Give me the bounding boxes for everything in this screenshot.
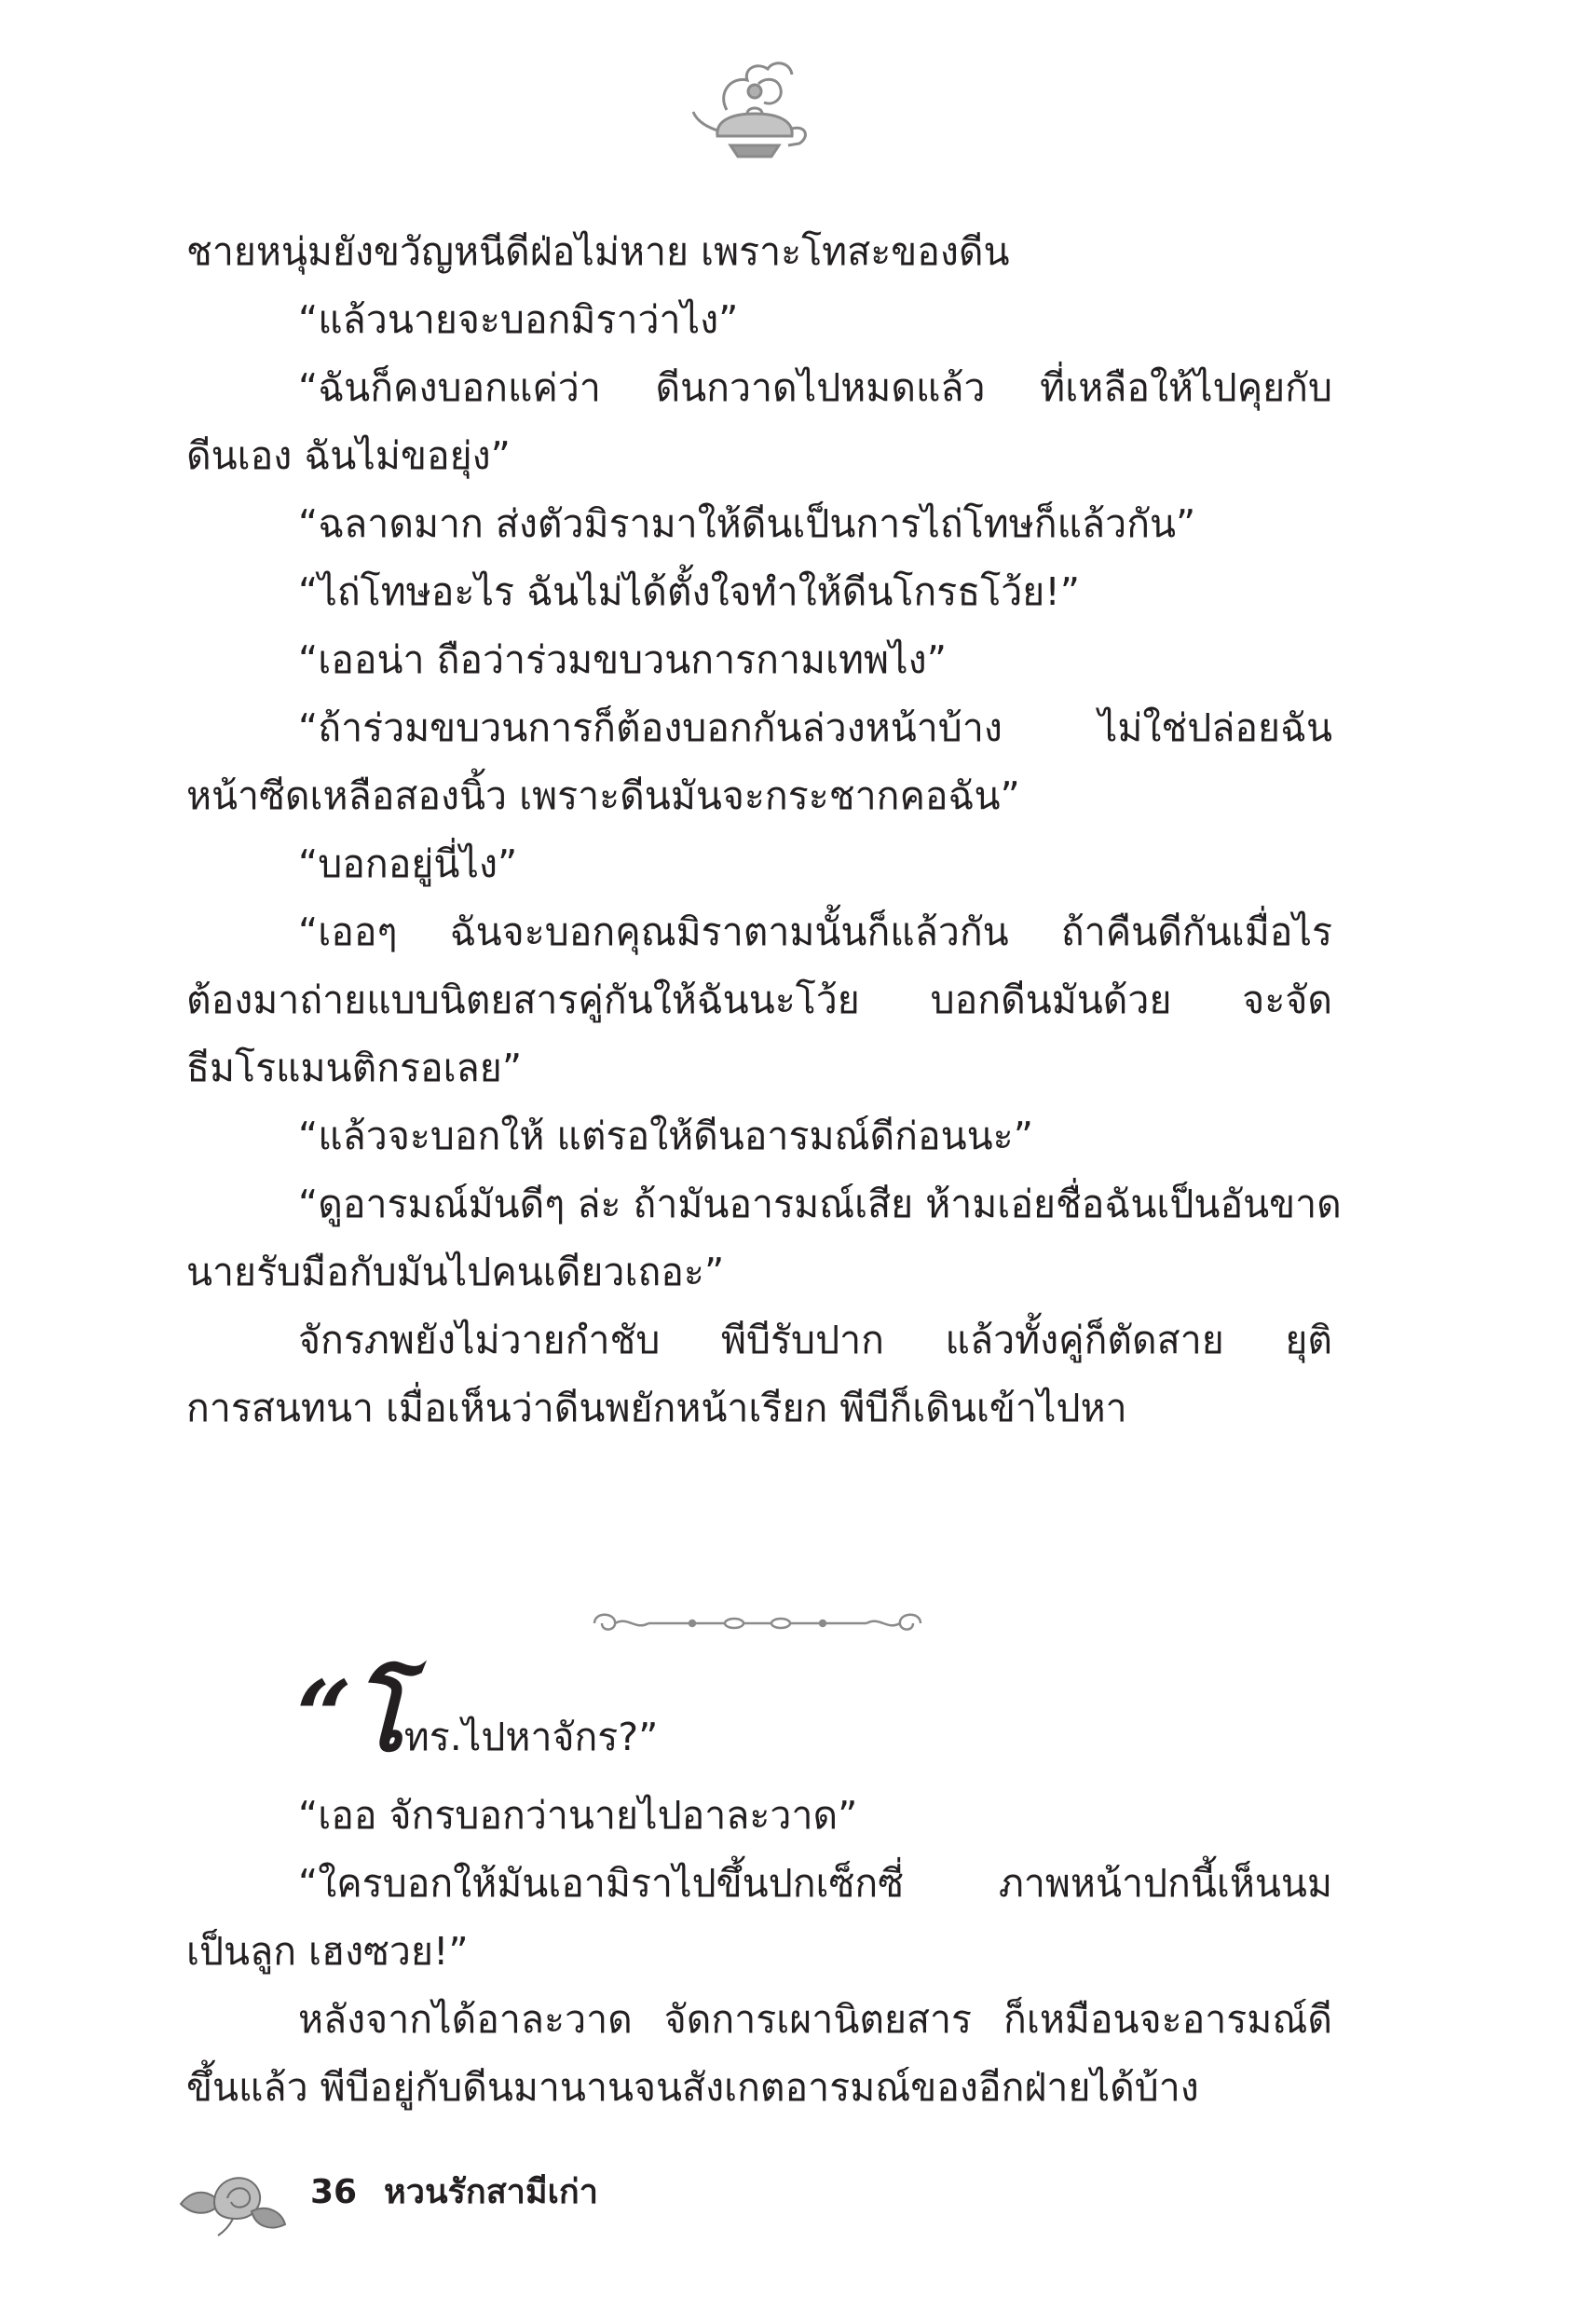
text-line: “แล้วจะบอกให้ แต่รอให้ดีนอารมณ์ดีก่อนนะ” bbox=[298, 1114, 1033, 1158]
text-line: ต้องมาถ่ายแบบนิตยสารคู่กันให้ฉันนะโว้ย บอกดีนมันด้วย จะจัด bbox=[186, 978, 1332, 1022]
text-line: ชายหนุ่มยังขวัญหนีดีฝ่อไม่หาย เพราะโทสะของดีน bbox=[186, 229, 1010, 274]
cupid-teapot-ornament-icon bbox=[689, 56, 820, 177]
scroll-divider-icon bbox=[585, 1603, 930, 1644]
text-line: เป็นลูก เฮงซวย!” bbox=[186, 1929, 469, 1974]
text-line: “เออ จักรบอกว่านายไปอาละวาด” bbox=[298, 1793, 858, 1838]
dropcap-line-text: ทร.ไปหาจักร?” bbox=[403, 1715, 659, 1759]
dropcap-line bbox=[296, 1659, 659, 1780]
text-line: “ถ้าร่วมขบวนการก็ต้องบอกกันล่วงหน้าบ้าง ไม่ใช่ปล่อยฉัน bbox=[298, 705, 1332, 750]
text-line: “บอกอยู่นี่ไง” bbox=[298, 841, 518, 886]
text-line: จักรภพยังไม่วายกำชับ พีบีรับปาก แล้วทั้งคู่ก็ตัดสาย ยุติ bbox=[298, 1318, 1332, 1362]
text-line: หน้าซีดเหลือสองนิ้ว เพราะดีนมันจะกระชากคอฉัน” bbox=[186, 773, 1020, 818]
text-line: “ไถ่โทษอะไร ฉันไม่ได้ตั้งใจทำให้ดีนโกรธโว้ย!” bbox=[298, 569, 1080, 614]
text-line: “ดูอารมณ์มันดีๆ ล่ะ ถ้ามันอารมณ์เสีย ห้ามเอ่ยชื่อฉันเป็นอันขาด bbox=[298, 1182, 1342, 1226]
text-line: ขึ้นแล้ว พีบีอยู่กับดีนมานานจนสังเกตอารมณ์ของอีกฝ่ายได้บ้าง bbox=[186, 2065, 1199, 2110]
page-number: 36 bbox=[310, 2173, 358, 2211]
rose-icon bbox=[177, 2157, 289, 2236]
text-line: หลังจากได้อาละวาด จัดการเผานิตยสาร ก็เหมือนจะอารมณ์ดี bbox=[298, 1997, 1332, 2042]
dropcap-letter: “โ bbox=[296, 1659, 404, 1773]
text-line: “ฉลาดมาก ส่งตัวมิรามาให้ดีนเป็นการไถ่โทษก็แล้วกัน” bbox=[298, 501, 1196, 546]
text-line: นายรับมือกับมันไปคนเดียวเถอะ” bbox=[186, 1250, 725, 1294]
text-line: การสนทนา เมื่อเห็นว่าดีนพยักหน้าเรียก พีบีก็เดินเข้าไปหา bbox=[186, 1386, 1127, 1430]
text-line: ธีมโรแมนติกรอเลย” bbox=[186, 1046, 523, 1090]
text-line: “เออน่า ถือว่าร่วมขบวนการกามเทพไง” bbox=[298, 637, 947, 682]
text-line: “ฉันก็คงบอกแค่ว่า ดีนกวาดไปหมดแล้ว ที่เหลือให้ไปคุยกับ bbox=[298, 365, 1332, 410]
text-line: “เออๆ ฉันจะบอกคุณมิราตามนั้นก็แล้วกัน ถ้าคืนดีกันเมื่อไร bbox=[298, 909, 1332, 954]
text-line: ดีนเอง ฉันไม่ขอยุ่ง” bbox=[186, 433, 511, 478]
text-line: “แล้วนายจะบอกมิราว่าไง” bbox=[298, 297, 739, 342]
book-title: หวนรักสามีเก่า bbox=[384, 2173, 598, 2211]
text-line: “ใครบอกให้มันเอามิราไปขึ้นปกเซ็กซี่ ภาพหน้าปกนี้เห็นนม bbox=[298, 1861, 1332, 1906]
